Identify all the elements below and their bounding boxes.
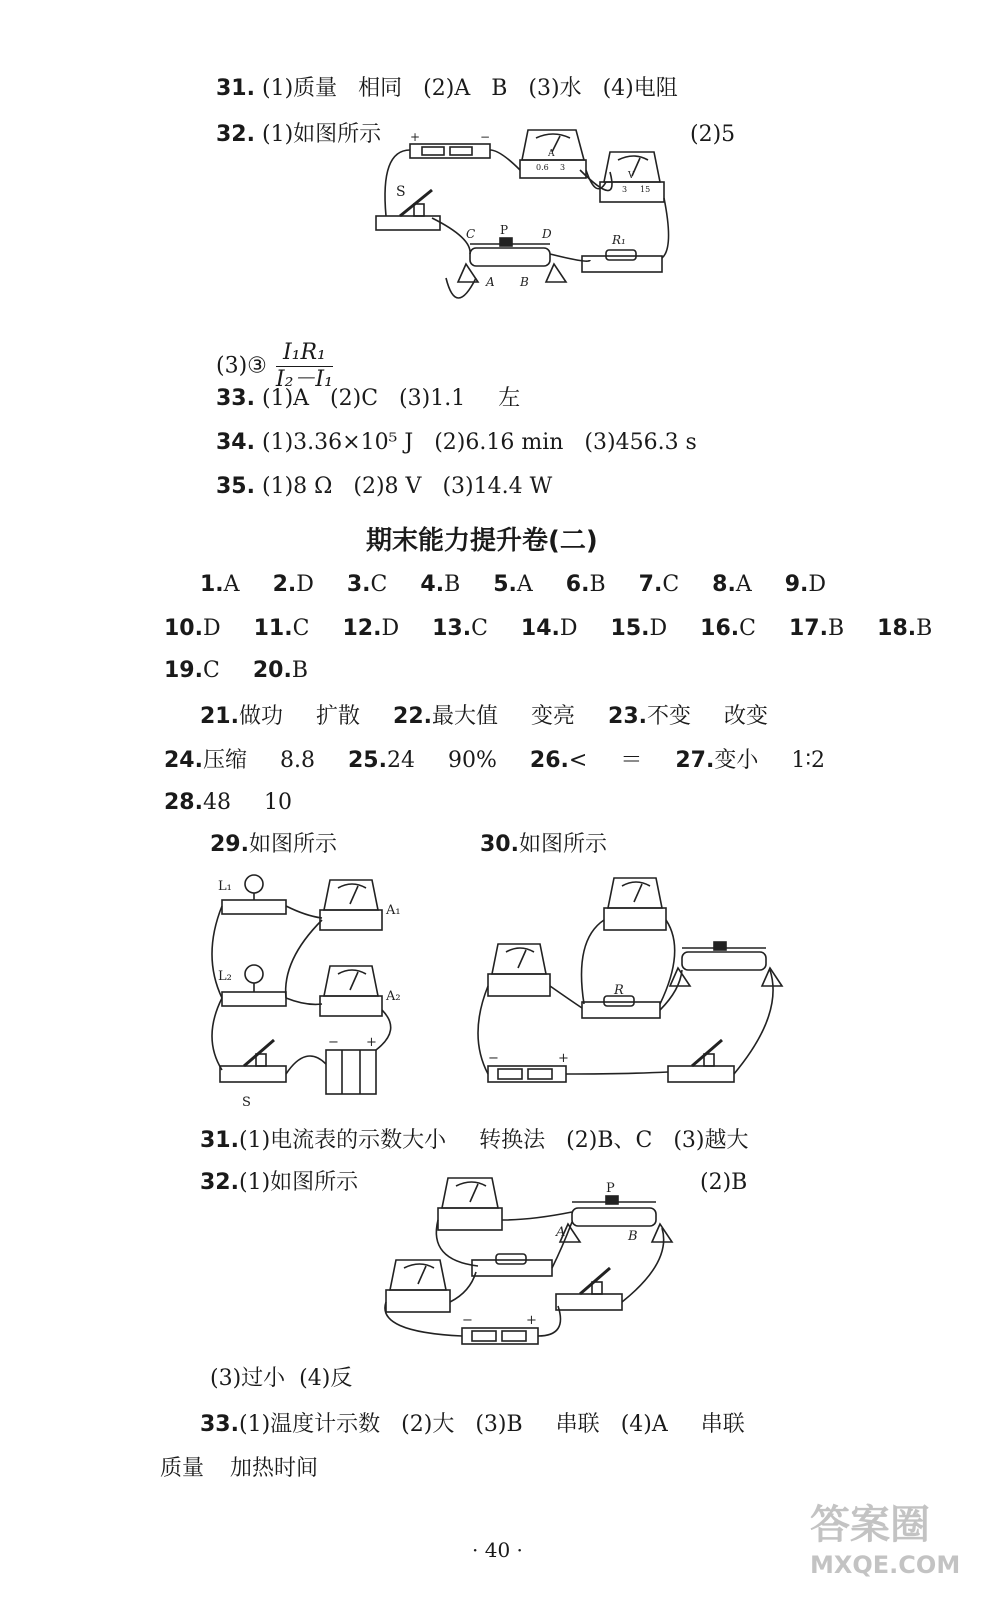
answer-text: 串联 bbox=[700, 1412, 745, 1437]
answer-34-first bbox=[216, 428, 697, 458]
answer-text: − bbox=[488, 1051, 499, 1066]
answer-33-second-line2 bbox=[160, 1454, 318, 1484]
answer-text: A bbox=[735, 572, 752, 597]
answer-text: (1)质量 bbox=[261, 76, 338, 101]
answer-text: 48 bbox=[202, 790, 231, 815]
answer-text: 10 bbox=[263, 790, 292, 815]
answer-text: 扩散 bbox=[316, 704, 361, 729]
answer-text: (4)反 bbox=[299, 1366, 353, 1391]
answer-text: (1)如图所示 bbox=[261, 122, 382, 147]
fill-row-2 bbox=[164, 746, 825, 776]
circuit-figure-29 bbox=[200, 870, 410, 1115]
answer-text: S bbox=[396, 184, 406, 200]
answer-text: (4)电阻 bbox=[602, 76, 678, 101]
answer-text: 2. bbox=[272, 572, 297, 597]
answer-text: (3)③ bbox=[216, 353, 267, 379]
answer-text: 9. bbox=[784, 572, 809, 597]
circuit-figure-32b bbox=[376, 1172, 676, 1357]
answer-text: 加热时间 bbox=[230, 1456, 319, 1481]
answer-text: C bbox=[739, 616, 756, 641]
answer-text: P bbox=[500, 223, 509, 237]
answer-text: D bbox=[202, 616, 221, 641]
answer-text: I₁R₁ bbox=[276, 340, 333, 367]
mc-row-1 bbox=[200, 570, 826, 600]
answer-text: (2)A bbox=[423, 76, 471, 101]
answer-text: 27. bbox=[675, 748, 715, 773]
mc-row-2 bbox=[164, 614, 932, 644]
answer-text: (2)大 bbox=[401, 1412, 455, 1437]
answer-text: 35. bbox=[216, 474, 255, 499]
answer-text: (1)如图所示 bbox=[238, 1170, 359, 1195]
answer-text: C bbox=[471, 616, 488, 641]
answer-text: 3. bbox=[346, 572, 371, 597]
answer-text: (3)过小 bbox=[210, 1366, 286, 1391]
answer-text: A₂ bbox=[386, 989, 401, 1004]
answer-text: 7. bbox=[638, 572, 663, 597]
answer-text: A bbox=[548, 149, 555, 159]
answer-text: 31. bbox=[200, 1128, 239, 1153]
answer-text: 5. bbox=[493, 572, 517, 597]
answer-text: 90% bbox=[447, 748, 497, 773]
answer-text: C bbox=[202, 658, 220, 683]
answer-text: C bbox=[292, 616, 310, 641]
answer-text: (2)6.16 min bbox=[434, 430, 564, 455]
answer-text: (3)456.3 s bbox=[584, 430, 697, 455]
answer-text: R bbox=[614, 983, 624, 998]
answer-text: 做功 bbox=[238, 704, 283, 729]
answer-text: MXQE.COM bbox=[810, 1551, 961, 1579]
answer-text: 13. bbox=[432, 616, 472, 641]
answer-text: P bbox=[606, 1181, 615, 1196]
answer-text: 改变 bbox=[724, 704, 769, 729]
answer-32-second-part3 bbox=[210, 1364, 352, 1394]
answer-text: 32. bbox=[216, 122, 255, 147]
answer-text: 24. bbox=[164, 748, 203, 773]
rheostat bbox=[470, 248, 550, 266]
answer-text: D bbox=[381, 616, 400, 641]
answer-text: 33. bbox=[200, 1412, 239, 1437]
answer-text: + bbox=[410, 130, 421, 144]
answer-text: 32. bbox=[200, 1170, 239, 1195]
answer-text: 1∶2 bbox=[791, 748, 826, 773]
answer-text: 16. bbox=[700, 616, 740, 641]
answer-text: (1)温度计示数 bbox=[238, 1412, 381, 1437]
answer-31-first bbox=[216, 74, 678, 104]
mc-row-3 bbox=[164, 656, 308, 686]
answer-text: 19. bbox=[164, 658, 203, 683]
answer-text: 6. bbox=[565, 572, 590, 597]
answer-text: A bbox=[486, 275, 495, 289]
page-number: · 40 · bbox=[472, 1538, 523, 1562]
answer-text: A bbox=[556, 1225, 566, 1240]
answer-text: B bbox=[827, 616, 845, 641]
answer-text: B bbox=[628, 1229, 638, 1244]
answer-text: 17. bbox=[788, 616, 828, 641]
answer-text: D bbox=[559, 616, 578, 641]
switch bbox=[376, 216, 440, 230]
answer-text: 15 bbox=[640, 185, 651, 194]
answer-text: 11. bbox=[253, 616, 293, 641]
answer-text: B bbox=[444, 572, 461, 597]
answer-text: 23. bbox=[608, 704, 648, 729]
answer-text: L₁ bbox=[218, 879, 232, 894]
section-title: 期末能力提升卷(二) bbox=[366, 526, 598, 556]
answer-text: 左 bbox=[498, 386, 521, 411]
answer-text: < bbox=[568, 748, 588, 773]
answer-text: 24 bbox=[386, 748, 415, 773]
answer-text: C bbox=[662, 572, 680, 597]
answer-text: D bbox=[808, 572, 827, 597]
answer-text: (1)8 Ω bbox=[261, 474, 333, 499]
answer-text: (3)1.1 bbox=[399, 386, 466, 411]
answer-text: D bbox=[649, 616, 668, 641]
answer-text: I₂－I₁ bbox=[275, 367, 333, 392]
answer-text: 如图所示 bbox=[248, 832, 337, 857]
answer-text: 33. bbox=[216, 386, 255, 411]
resistor-r1 bbox=[582, 256, 662, 272]
answer-text: B bbox=[916, 616, 933, 641]
answer-text: − bbox=[462, 1313, 473, 1328]
answer-32-second-part2: (2)B bbox=[700, 1170, 748, 1195]
answer-text: A bbox=[516, 572, 533, 597]
answer-text: 0.6 bbox=[536, 163, 549, 172]
circuit-figure-32a bbox=[370, 128, 670, 313]
answer-35-first bbox=[216, 472, 552, 502]
answer-text: 转换法 bbox=[479, 1128, 546, 1153]
answer-text: S bbox=[242, 1095, 251, 1110]
answer-text: 变亮 bbox=[531, 704, 576, 729]
answer-29 bbox=[210, 830, 337, 860]
answer-text: (3)水 bbox=[528, 76, 582, 101]
answer-text: C bbox=[370, 572, 388, 597]
answer-33-second bbox=[200, 1410, 745, 1440]
answer-text: D bbox=[542, 227, 552, 241]
answer-text: ＝ bbox=[620, 748, 643, 773]
answer-text: 31. bbox=[216, 76, 255, 101]
answer-text: L₂ bbox=[218, 969, 232, 984]
answer-text: 如图所示 bbox=[518, 832, 607, 857]
answer-text: 20. bbox=[252, 658, 292, 683]
answer-text: − bbox=[480, 130, 491, 144]
circuit-figure-30 bbox=[468, 870, 788, 1095]
answer-text: B bbox=[291, 658, 308, 683]
answer-text: 串联 bbox=[555, 1412, 600, 1437]
answer-text: 12. bbox=[342, 616, 382, 641]
answer-text: (2)C bbox=[330, 386, 379, 411]
answer-text: A bbox=[223, 572, 240, 597]
answer-text: V bbox=[628, 171, 635, 181]
answer-text: (1)3.36×10⁵ J bbox=[261, 430, 414, 455]
answer-text: (3)B bbox=[475, 1412, 523, 1437]
fill-row-1 bbox=[200, 702, 768, 732]
answer-text: 21. bbox=[200, 704, 239, 729]
answer-text: 1. bbox=[200, 572, 224, 597]
answer-text: (3)14.4 W bbox=[442, 474, 553, 499]
answer-32-second bbox=[200, 1168, 358, 1198]
answer-text: 相同 bbox=[358, 76, 403, 101]
answer-text: A₁ bbox=[386, 903, 401, 918]
answer-text: 18. bbox=[877, 616, 917, 641]
answer-text: 25. bbox=[348, 748, 387, 773]
answer-text: 3 bbox=[622, 185, 628, 194]
answer-text: (2)B、C bbox=[566, 1128, 653, 1153]
answer-text: 最大值 bbox=[432, 704, 499, 729]
answer-30 bbox=[480, 830, 607, 860]
answer-text: R₁ bbox=[612, 233, 626, 247]
answer-text: 3 bbox=[560, 163, 566, 172]
answer-text: + bbox=[558, 1051, 569, 1066]
answer-text: (2)8 V bbox=[353, 474, 422, 499]
answer-text: 22. bbox=[393, 704, 432, 729]
fill-row-3 bbox=[164, 788, 292, 818]
answer-text: B bbox=[491, 76, 508, 101]
answer-text: 10. bbox=[164, 616, 203, 641]
answer-text: (4)A bbox=[620, 1412, 668, 1437]
answer-text: B bbox=[589, 572, 606, 597]
answer-text: 变小 bbox=[714, 748, 759, 773]
answer-text: (1)电流表的示数大小 bbox=[238, 1128, 447, 1153]
answer-text: 30. bbox=[480, 832, 519, 857]
answer-text: − bbox=[328, 1035, 339, 1050]
answer-text: 14. bbox=[520, 616, 560, 641]
answer-32-first bbox=[216, 120, 381, 150]
answer-text: 答案圈 bbox=[810, 1502, 930, 1548]
answer-33-first bbox=[216, 384, 520, 414]
answer-text: + bbox=[366, 1035, 377, 1050]
answer-text: D bbox=[296, 572, 314, 597]
answer-text: 8.8 bbox=[280, 748, 315, 773]
answer-text: 质量 bbox=[160, 1456, 205, 1481]
answer-text: B bbox=[520, 275, 529, 289]
answer-31-second bbox=[200, 1126, 749, 1156]
answer-text: (1)A bbox=[261, 386, 310, 411]
answer-text: 26. bbox=[529, 748, 569, 773]
answer-text: 不变 bbox=[647, 704, 692, 729]
answer-text: 34. bbox=[216, 430, 255, 455]
answer-text: 15. bbox=[610, 616, 650, 641]
answer-text: 压缩 bbox=[202, 748, 247, 773]
answer-text: 28. bbox=[164, 790, 203, 815]
answer-32-part2: (2)5 bbox=[690, 122, 736, 147]
answer-text: 29. bbox=[210, 832, 249, 857]
answer-text: (3)越大 bbox=[673, 1128, 749, 1153]
watermark-logo bbox=[810, 1500, 980, 1595]
answer-text: 8. bbox=[712, 572, 736, 597]
answer-text: 4. bbox=[420, 572, 445, 597]
answer-text: + bbox=[526, 1313, 537, 1328]
answer-text: C bbox=[466, 227, 476, 241]
